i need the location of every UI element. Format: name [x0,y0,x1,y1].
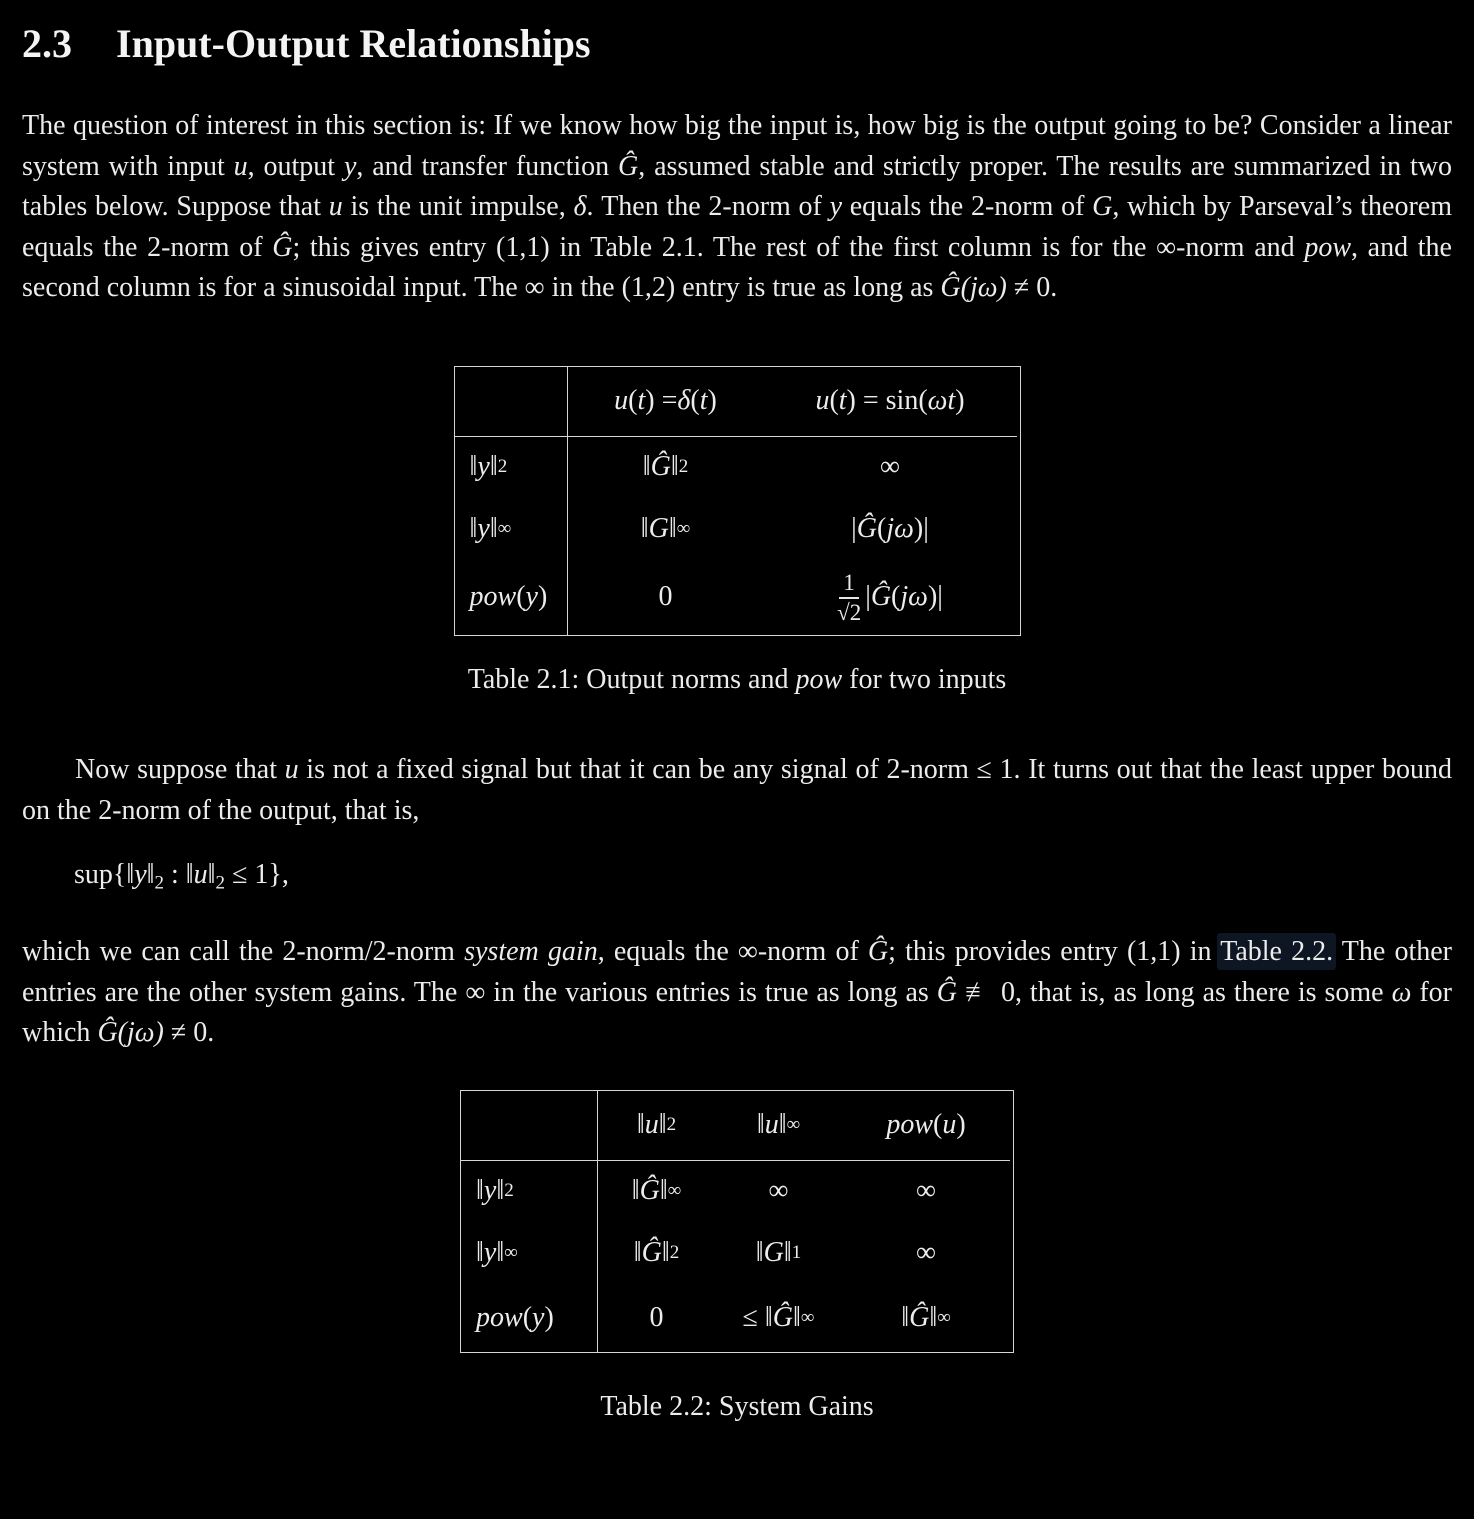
row-label: ‖ y ‖ 2 [455,437,568,499]
table-2-1-header-impulse: u ( t ) = δ ( t ) [568,367,764,437]
section-heading [22,20,1452,68]
table-2-2-header-uinf: ‖ u ‖ ∞ [715,1091,842,1161]
table-cell: ∞ [768,1175,789,1207]
table-cell: ‖ Ĝ ‖ ∞ [631,1175,682,1207]
table-2-2-link[interactable]: Table 2.2. [1220,936,1334,968]
table-2-1-caption: Table 2.1: Output norms and pow for two inputs [467,663,1007,695]
table-2-2-header-u2: ‖ u ‖ 2 [598,1091,715,1161]
table-cell: 0 [658,581,673,613]
paragraph-intro: The question of interest in this section is: If we know how big the input is, how big is the output going to be? Consider a linear system with input u, output y, and transfer function Ĝ, assumed stable and strictly proper. The results are summarized in two tables below. Suppose that u is the unit impulse, δ. Then the 2-norm of y equals the 2-norm of G, which by Parseval’s theorem equals the 2-norm of Ĝ; this gives entry (1,1) in Table 2.1. The rest of the first column is for the ∞-norm and pow, and the second column is for a sinusoidal input. The ∞ in the (1,2) entry is true as long as Ĝ(jω) ≠ 0. [22,110,1452,303]
row-label: ‖ y ‖ ∞ [461,1223,598,1285]
formula-sup: $sup\{‖y‖_2$ : $‖u‖_2 \le 1$}, [74,859,289,894]
paragraph-system-gain: which we can call the 2-norm/2-norm system gain, equals the ∞-norm of Ĝ; this provides entry (1,1) in Table 2.2. The other entries are the other system gains. The ∞ in the various entries is true as long as Ĝ ≢ 0, that is, as long as there is some ω for which Ĝ(jω) ≠ 0. [22,936,1453,1049]
table-2-1 [454,366,1021,636]
table-cell: ‖ G ‖ ∞ [640,513,691,545]
row-label: pow ( y ) [461,1285,598,1352]
table-2-2 [460,1090,1014,1353]
table-cell: ‖ Ĝ ‖ 2 [633,1237,680,1269]
table-cell: ≤ ‖ Ĝ ‖ ∞ [742,1301,815,1333]
table-cell: ‖ Ĝ ‖ 2 [642,451,689,483]
section-number: 2.3 [22,21,72,66]
table-cell: ∞ [880,451,900,483]
table-cell: ∞ [916,1237,936,1269]
table-cell: $\frac{1}{√2}$ | Ĝ ( jω )| [837,569,943,625]
section-title: Input-Output Relationships [116,21,591,66]
fraction: $\frac{1}{√2}$ [837,569,862,625]
row-label: ‖ y ‖ ∞ [455,499,568,561]
table-2-2-header-powu: pow ( u ) [842,1091,1010,1161]
row-label: pow ( y ) [455,561,568,635]
table-cell: 0 [649,1301,664,1333]
table-2-2-corner-cell [461,1091,598,1161]
row-label: ‖ y ‖ 2 [461,1161,598,1223]
table-2-1-corner-cell [455,367,568,437]
table-2-2-caption: Table 2.2: System Gains [600,1390,874,1422]
table-cell: ∞ [916,1175,936,1207]
table-cell: ‖ Ĝ ‖ ∞ [901,1301,951,1333]
paragraph-2norm: Now suppose that u is not a fixed signal but that it can be any signal of 2-norm ≤ 1. It turns out that the least upper bound on the 2-norm of the output, that is, [22,754,1452,826]
table-2-1-header-sinusoid: u ( t ) = sin( ωt ) [764,367,1017,437]
table-cell: ‖ G ‖ 1 [755,1237,802,1269]
table-cell: | Ĝ ( jω )| [851,513,929,545]
